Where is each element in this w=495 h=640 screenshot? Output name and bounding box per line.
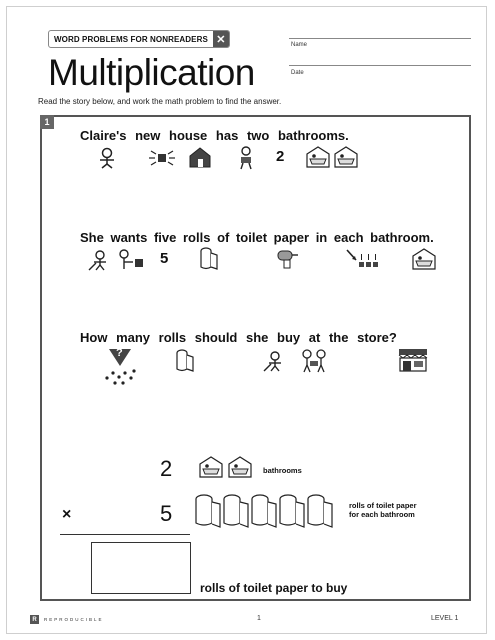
- sentence-1: [80, 128, 349, 143]
- date-line: [289, 65, 471, 66]
- top-label: bathrooms: [263, 466, 302, 475]
- word: two: [246, 128, 270, 143]
- multiply-operator: ×: [62, 506, 72, 523]
- word: She: [80, 230, 104, 245]
- word: paper: [273, 230, 310, 245]
- instruction-text: Read the story below, and work the math problem to find the answer.: [38, 97, 282, 106]
- bathroom-icon: [412, 248, 436, 270]
- level-label: LEVEL 1: [431, 615, 459, 622]
- word: buy: [277, 330, 301, 345]
- word: in: [315, 230, 328, 245]
- bottom-label-line-1: rolls of toilet paper: [349, 501, 417, 510]
- she-icon: [88, 249, 110, 271]
- word: at: [308, 330, 321, 345]
- toilet-paper-holder-icon: [276, 247, 300, 269]
- word: of: [217, 230, 230, 245]
- toilet-paper-icon: [175, 349, 195, 373]
- bottom-value: 5: [160, 501, 173, 526]
- bottom-label: [349, 501, 417, 519]
- toilet-paper-rolls-icon: [194, 493, 344, 529]
- word: the: [328, 330, 349, 345]
- question-mark: ?: [116, 347, 123, 359]
- answer-input-box[interactable]: [91, 542, 191, 594]
- sentence-3: [80, 330, 397, 345]
- bathroom-icon: [199, 456, 223, 478]
- bathroom-icon: [228, 456, 252, 478]
- word: rolls: [182, 230, 211, 245]
- word: each: [333, 230, 364, 245]
- series-label: WORD PROBLEMS FOR NONREADERS: [54, 34, 208, 44]
- word: bathrooms.: [277, 128, 349, 143]
- store-icon: [398, 348, 428, 372]
- name-line: [289, 38, 471, 39]
- word: five: [153, 230, 177, 245]
- word: should: [194, 330, 238, 345]
- word: store?: [357, 330, 397, 345]
- word: has: [215, 128, 239, 143]
- word: house: [169, 128, 208, 143]
- name-label: Name: [291, 42, 308, 48]
- sentence-2: [80, 230, 434, 245]
- bathroom-icon: [306, 146, 330, 168]
- toilet-paper-icon: [199, 247, 219, 271]
- word: new: [135, 128, 161, 143]
- word: Claire's: [80, 128, 127, 143]
- each-icon: [346, 248, 380, 270]
- page-number: 1: [257, 615, 261, 622]
- word: wants: [110, 230, 148, 245]
- bathroom-icon: [334, 146, 358, 168]
- how-many-icon: [103, 348, 137, 388]
- word: rolls: [158, 330, 187, 345]
- problem-number: 1: [40, 115, 54, 129]
- bottom-label-line-2: for each bathroom: [349, 510, 415, 519]
- buy-icon: [300, 349, 328, 373]
- page-title: Multiplication: [48, 52, 255, 93]
- wants-icon: [117, 249, 145, 271]
- has-icon: [236, 146, 256, 170]
- word: she: [246, 330, 269, 345]
- girl-icon: [96, 147, 118, 169]
- date-label: Date: [291, 70, 304, 76]
- word: bathroom.: [370, 230, 434, 245]
- series-mark: ✕: [213, 31, 229, 47]
- publisher-logo: R: [30, 615, 39, 624]
- numeral-two: 2: [276, 148, 285, 165]
- answer-rule: [60, 534, 190, 535]
- series-tag: [48, 30, 230, 48]
- house-icon: [188, 145, 212, 169]
- reproducible-label: REPRODUCIBLE: [44, 617, 104, 622]
- she-icon: [263, 350, 285, 372]
- word: toilet: [235, 230, 268, 245]
- word: many: [116, 330, 151, 345]
- new-icon: [147, 149, 177, 167]
- numeral-five: 5: [160, 250, 169, 267]
- answer-label: rolls of toilet paper to buy: [200, 581, 348, 595]
- word: How: [80, 330, 108, 345]
- top-value: 2: [160, 456, 173, 481]
